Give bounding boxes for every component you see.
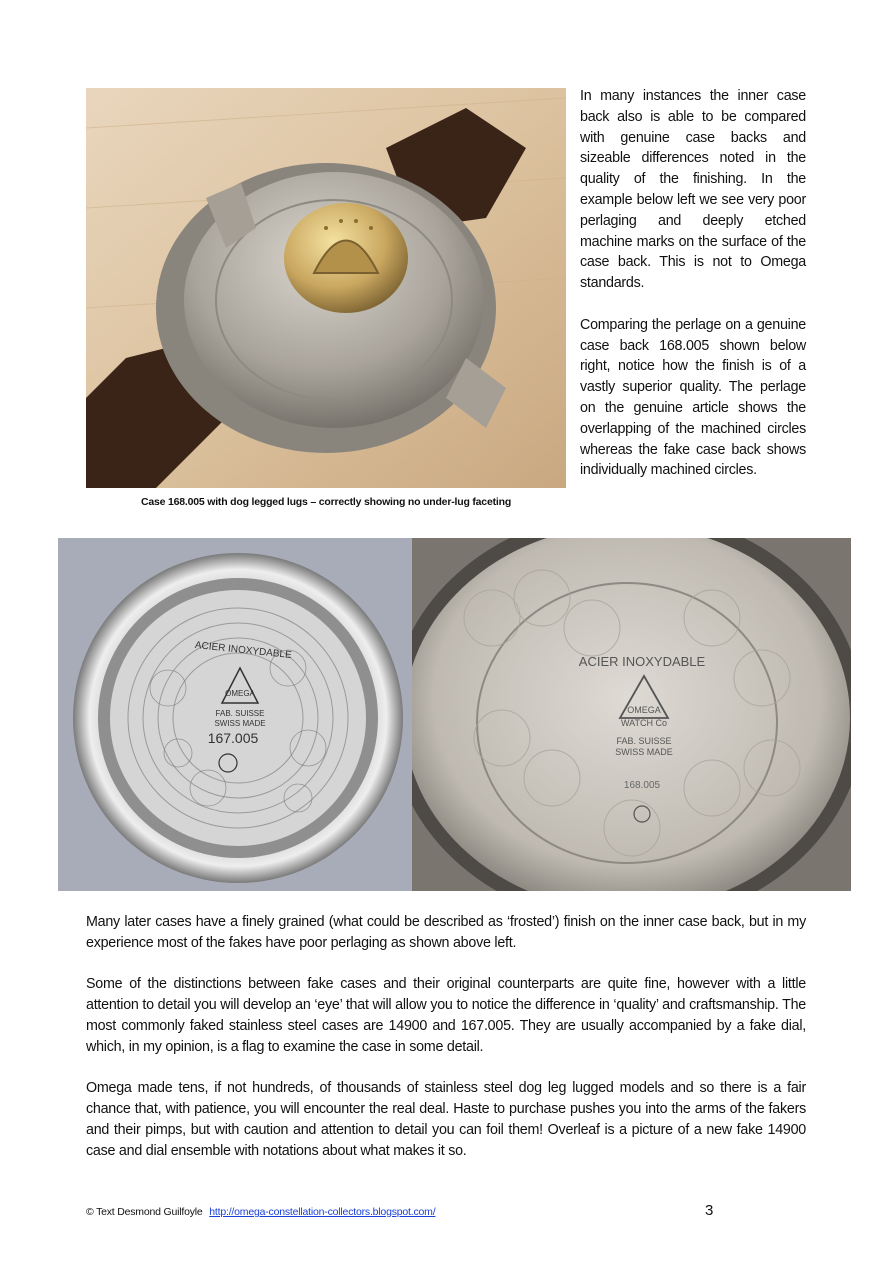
svg-text:ACIER INOXYDABLE: ACIER INOXYDABLE bbox=[578, 654, 706, 669]
genuine-caseback-photo bbox=[412, 538, 851, 891]
page-number: 3 bbox=[705, 1202, 714, 1219]
svg-text:168.005: 168.005 bbox=[623, 780, 661, 791]
footer bbox=[86, 1206, 435, 1218]
svg-text:FAB. SUISSE: FAB. SUISSE bbox=[616, 736, 672, 746]
fake-caseback-photo bbox=[58, 538, 412, 891]
paragraph: Many later cases have a finely grained (what could be described as ‘frosted’) finish on the inner case back, but in my experience most of the fakes have poor perlaging as shown above left. bbox=[86, 914, 806, 951]
paragraph: In many instances the inner case back also is able to be compared with genuine case backs and sizeable differences noted in the quality of the finishing. In the example below left we see very poor perlaging and deeply etched machine marks on the surface of the case back. This is not to Omega standards. bbox=[580, 88, 806, 292]
svg-text:SWISS MADE: SWISS MADE bbox=[615, 747, 673, 757]
svg-text:167.005: 167.005 bbox=[207, 730, 259, 746]
svg-text:SWISS MADE: SWISS MADE bbox=[214, 719, 266, 728]
blog-link[interactable]: http://omega-constellation-collectors.blogspot.com/ bbox=[209, 1206, 436, 1218]
paragraph: Some of the distinctions between fake cases and their original counterparts are quite fine, however with a little attention to detail you will develop an ‘eye’ that will allow you to notice the difference in ‘quality’ and craftsmanship. The most commonly faked stainless steel cases are 14900 and 167.005. They are usually accompanied by a fake dial, which, in my opinion, is a flag to examine the case in some detail. bbox=[86, 976, 806, 1055]
paragraph: Comparing the perlage on a genuine case back 168.005 shown below right, notice how the finish is of a vastly superior quality. The perlage on the genuine article shows the overlapping of the machined circles whereas the fake case back shows individually machined circles. bbox=[580, 316, 806, 479]
svg-text:OMEGA: OMEGA bbox=[225, 689, 255, 698]
svg-text:FAB. SUISSE: FAB. SUISSE bbox=[215, 709, 265, 718]
svg-text:ACIER INOXYDABLE: ACIER INOXYDABLE bbox=[194, 639, 293, 662]
svg-text:WATCH Co: WATCH Co bbox=[621, 718, 667, 728]
copyright-text: © Text Desmond Guilfoyle bbox=[86, 1206, 203, 1218]
svg-text:OMEGA: OMEGA bbox=[627, 705, 661, 715]
body-text bbox=[86, 912, 806, 1182]
photo-caption: Case 168.005 with dog legged lugs – correctly showing no under-lug faceting bbox=[140, 496, 512, 508]
right-column-text bbox=[580, 86, 806, 502]
watch-back-photo bbox=[86, 88, 566, 488]
paragraph: Omega made tens, if not hundreds, of thousands of stainless steel dog leg lugged models and so there is a fair chance that, with patience, you will encounter the real deal. Haste to purchase pushes you into the arms of the fakers and their pimps, but with caution and attention to detail you can foil them! Overleaf is a picture of a new fake 14900 case and dial ensemble with notations about what makes it so. bbox=[86, 1080, 806, 1159]
